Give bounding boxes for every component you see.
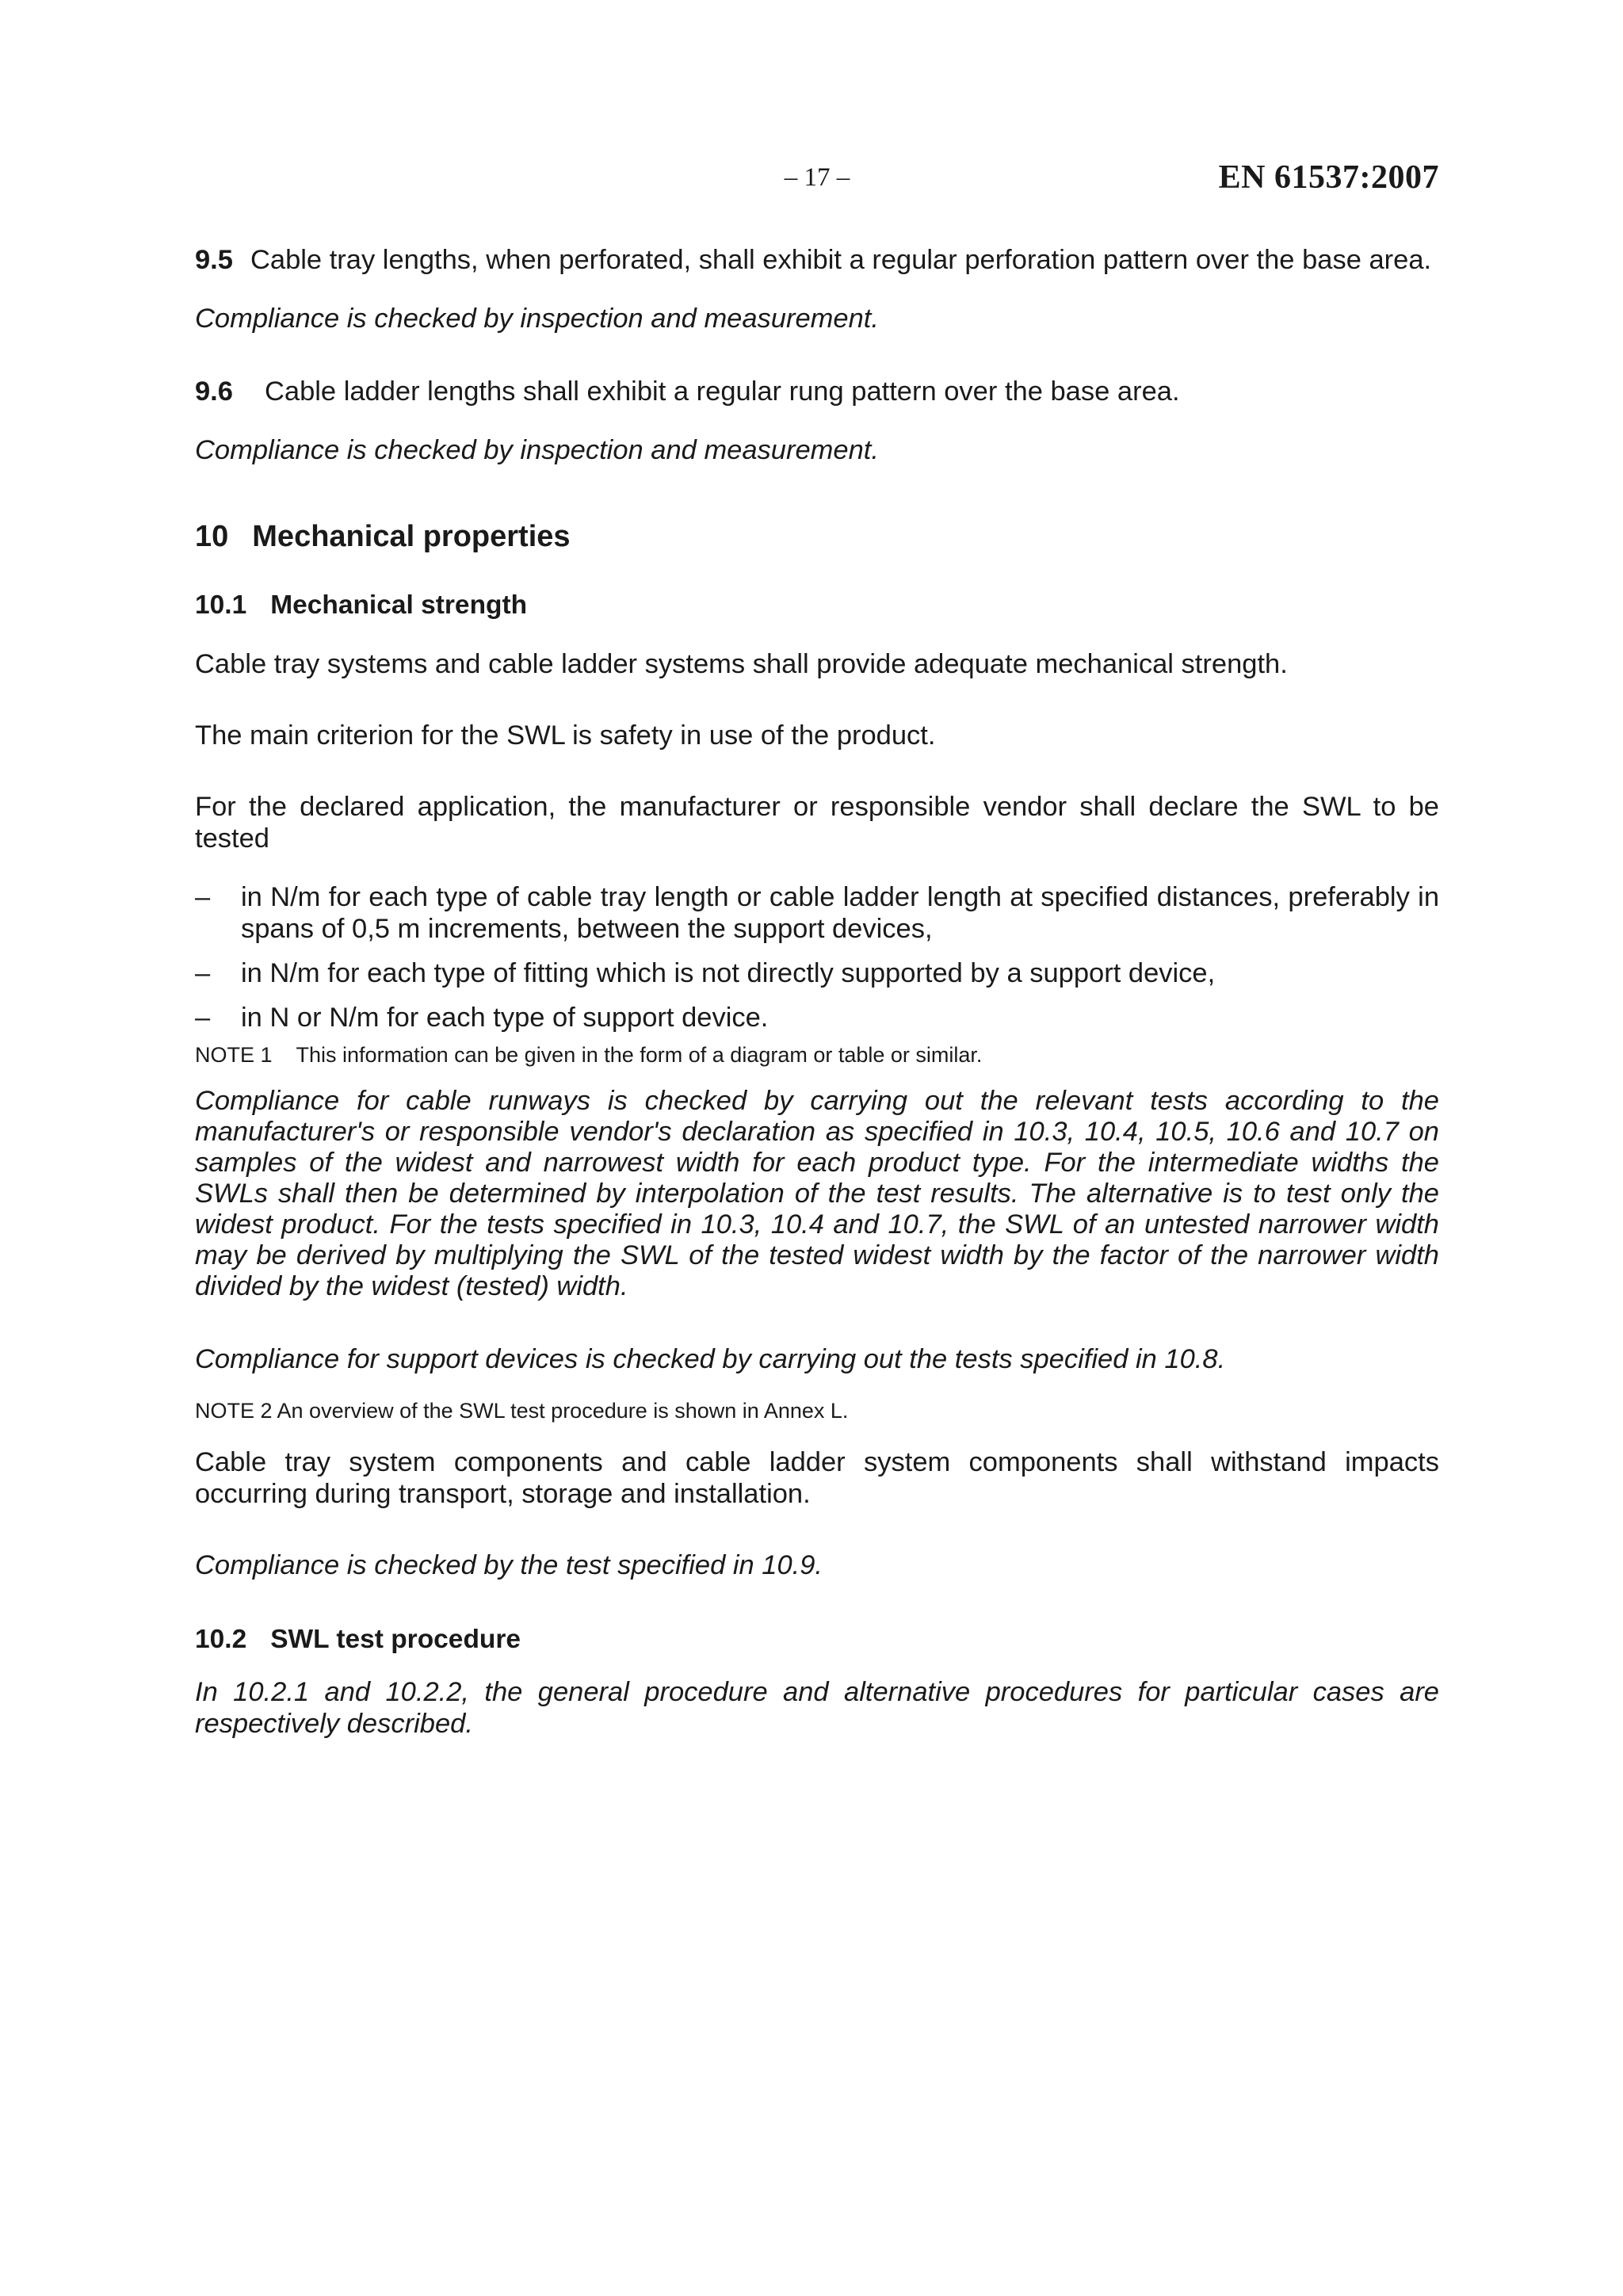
clause-9-6-text: Cable ladder lengths shall exhibit a regular rung pattern over the base area. bbox=[264, 376, 1180, 407]
note-1-label: NOTE 1 bbox=[195, 1043, 273, 1067]
list-item-text: in N/m for each type of fitting which is not directly supported by a support device, bbox=[241, 958, 1216, 988]
page-number: – 17 – bbox=[784, 163, 850, 192]
clause-10-2-title: SWL test procedure bbox=[270, 1625, 521, 1654]
section-10-heading bbox=[195, 518, 1439, 555]
section-10-title: Mechanical properties bbox=[252, 520, 571, 553]
clause-10-1-para-2: The main criterion for the SWL is safety in use of the product. bbox=[195, 720, 936, 751]
clause-10-1-impacts-paragraph: Cable tray system components and cable ladder system components shall withstand impacts occurring during transport, storage and installation. bbox=[195, 1447, 1439, 1509]
list-item bbox=[195, 881, 1439, 945]
note-2: NOTE 2 An overview of the SWL test procedure is shown in Annex L. bbox=[195, 1399, 849, 1423]
section-10-number: 10 bbox=[195, 520, 229, 553]
clause-9-5-paragraph bbox=[195, 244, 1439, 276]
clause-10-1-number: 10.1 bbox=[195, 590, 247, 620]
clause-9-6-number: 9.6 bbox=[195, 376, 233, 407]
note-1-text: This information can be given in the form of a diagram or table or similar. bbox=[296, 1043, 983, 1067]
clause-9-6-compliance: Compliance is checked by inspection and measurement. bbox=[195, 435, 879, 465]
clause-9-5-number: 9.5 bbox=[195, 245, 233, 275]
clause-9-6-paragraph bbox=[195, 376, 1439, 407]
document-id: EN 61537:2007 bbox=[1218, 159, 1439, 196]
clause-9-5-compliance: Compliance is checked by inspection and measurement. bbox=[195, 304, 879, 334]
list-item-text: in N/m for each type of cable tray length or cable ladder length at specified distances, preferably in spans of 0,5 m increments, between the support devices, bbox=[241, 882, 1439, 944]
list-item-text: in N or N/m for each type of support device. bbox=[241, 1003, 769, 1033]
clause-10-2-heading bbox=[195, 1624, 1439, 1656]
list-item bbox=[195, 957, 1439, 989]
clause-10-1-para-3: For the declared application, the manufacturer or responsible vendor shall declare the SWL to be tested bbox=[195, 792, 1439, 854]
clause-10-1-heading bbox=[195, 590, 1439, 621]
compliance-support-devices: Compliance for support devices is checked by carrying out the tests specified in 10.8. bbox=[195, 1344, 1226, 1374]
compliance-cable-runways: Compliance for cable runways is checked by carrying out the relevant tests according to the manufacturer's or responsible vendor's declaration as specified in 10.3, 10.4, 10.5, 10.6 and 10.7 on samples of the widest and narrowest width for each product type. For the intermediate widths the SWLs shall then be determined by interpolation of the test results. The alternative is to test only the widest product. For the tests specified in 10.3, 10.4 and 10.7, the SWL of an untested narrower width may be derived by multiplying the SWL of the tested widest width by the factor of the narrower width divided by the widest (tested) width. bbox=[195, 1086, 1439, 1301]
list-dash: – bbox=[195, 958, 211, 988]
list-item bbox=[195, 1002, 1439, 1033]
page-header bbox=[195, 159, 1439, 197]
clause-10-2-number: 10.2 bbox=[195, 1625, 247, 1654]
list-dash: – bbox=[195, 1003, 211, 1033]
list-dash: – bbox=[195, 882, 211, 912]
clause-9-5-text: Cable tray lengths, when perforated, shall exhibit a regular perforation pattern over the base area. bbox=[250, 245, 1432, 275]
clause-10-1-title: Mechanical strength bbox=[270, 590, 528, 620]
compliance-impacts: Compliance is checked by the test specified in 10.9. bbox=[195, 1550, 823, 1580]
note-1 bbox=[195, 1041, 1439, 1068]
clause-10-2-text: In 10.2.1 and 10.2.2, the general procedure and alternative procedures for particular cases are respectively described. bbox=[195, 1677, 1439, 1739]
clause-10-1-para-1: Cable tray systems and cable ladder systems shall provide adequate mechanical strength. bbox=[195, 649, 1288, 679]
page-content bbox=[195, 244, 1439, 1740]
swl-declaration-list bbox=[195, 881, 1439, 1033]
